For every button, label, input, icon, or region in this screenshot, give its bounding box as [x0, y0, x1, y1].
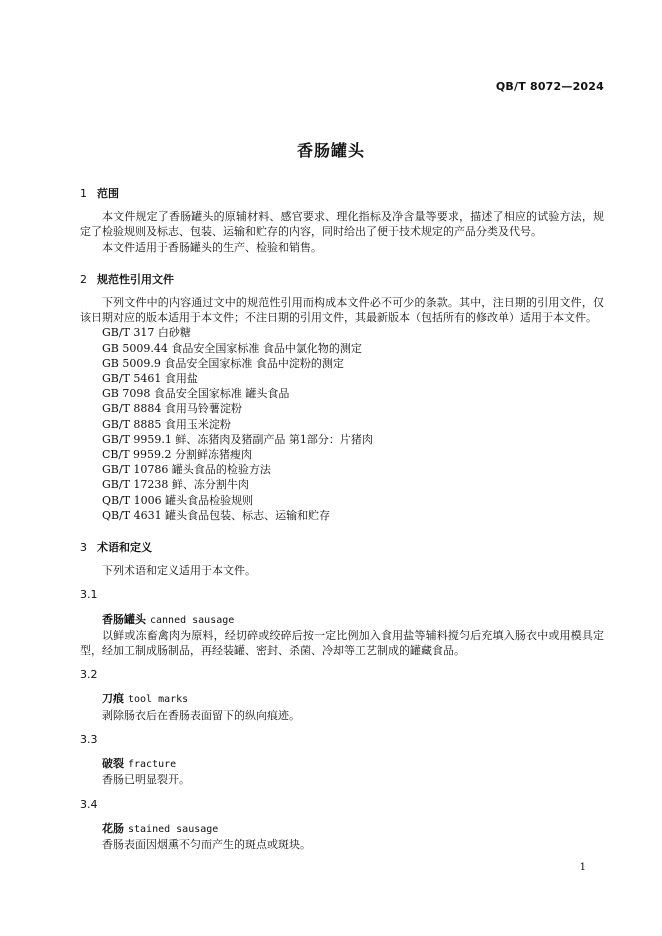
document-body	[80, 186, 604, 852]
page-number: 1	[579, 862, 586, 873]
section-title: 范围	[97, 187, 119, 200]
reference-item: CB/T 9959.2 分割鲜冻猪瘦肉	[102, 448, 253, 462]
term-heading	[80, 756, 604, 772]
document-title: 香肠罐头	[296, 141, 365, 160]
section-heading-terms	[80, 540, 604, 555]
subclause-number: 3.4	[80, 797, 98, 811]
term-english: canned sausage	[150, 614, 235, 626]
section-title: 规范性引用文件	[97, 272, 174, 286]
term-english: fracture	[128, 759, 177, 771]
standard-code: QB/T 8072—2024	[495, 80, 604, 93]
term-chinese: 香肠罐头	[102, 612, 146, 626]
term-chinese: 破裂	[102, 757, 124, 771]
subclause-number: 3.2	[80, 668, 98, 682]
term-definition: 以鲜或冻畜禽肉为原料，经切碎或绞碎后按一定比例加入食用盐等辅料搅匀后充填入肠衣中或用模具定型，经加工制成肠制品，再经装罐、密封、杀菌、冷却等工艺制成的罐藏食品。	[80, 628, 604, 658]
normrefs-paragraph: 下列文件中的内容通过文中的规范性引用而构成本文件必不可少的条款。其中，注日期的引用文件，仅该日期对应的版本适用于本文件；不注日期的引用文件，其最新版本（包括所有的修改单）适用于本文件。	[80, 296, 604, 325]
term-heading	[80, 691, 604, 707]
term-chinese: 刀痕	[102, 692, 124, 706]
reference-item: QB/T 4631 罐头食品包装、标志、运输和贮存	[102, 508, 331, 522]
reference-item: GB/T 10786 罐头食品的检验方法	[102, 463, 271, 477]
term-english: stained sausage	[128, 823, 219, 835]
subclause-number: 3.1	[80, 588, 98, 602]
term-definition: 香肠表面因烟熏不匀而产生的斑点或斑块。	[102, 837, 311, 851]
term-chinese: 花肠	[102, 821, 124, 835]
reference-item: GB 5009.44 食品安全国家标准 食品中氯化物的测定	[102, 341, 362, 355]
reference-item: GB/T 8884 食用马铃薯淀粉	[102, 402, 242, 416]
section-title: 术语和定义	[97, 541, 152, 555]
section-number: 2	[80, 272, 87, 286]
term-heading	[80, 821, 604, 837]
reference-item: GB/T 8885 食用玉米淀粉	[102, 417, 231, 431]
term-english: tool marks	[128, 694, 189, 706]
reference-item: GB/T 5461 食用盐	[102, 372, 198, 386]
reference-item: QB/T 1006 罐头食品检验规则	[102, 493, 254, 507]
section-number: 3	[80, 541, 87, 555]
section-number: 1	[80, 187, 87, 200]
subclause-number: 3.3	[80, 732, 98, 746]
term-heading	[80, 612, 604, 628]
reference-item: GB 7098 食品安全国家标准 罐头食品	[102, 387, 290, 401]
reference-item: GB 5009.9 食品安全国家标准 食品中淀粉的测定	[102, 356, 344, 370]
reference-item: GB/T 317 白砂糖	[102, 326, 191, 340]
section-heading-scope	[80, 186, 604, 201]
term-definition: 剥除肠衣后在香肠表面留下的纵向痕迹。	[102, 708, 300, 722]
scope-paragraph-2: 本文件适用于香肠罐头的生产、检验和销售。	[102, 240, 322, 254]
section-heading-normative-references	[80, 272, 604, 287]
term-definition: 香肠已明显裂开。	[102, 773, 190, 787]
scope-paragraph-1: 本文件规定了香肠罐头的原辅材料、感官要求、理化指标及净含量等要求，描述了相应的试验方法，规定了检验规则及标志、包装、运输和贮存的内容，同时给出了便于技术规定的产品分类及代号。	[80, 210, 604, 239]
reference-list	[80, 325, 604, 523]
reference-item: GB/T 9959.1 鲜、冻猪肉及猪副产品 第1部分：片猪肉	[102, 432, 373, 446]
reference-item: GB/T 17238 鲜、冻分割牛肉	[102, 478, 249, 492]
terms-paragraph: 下列术语和定义适用于本文件。	[102, 564, 256, 578]
